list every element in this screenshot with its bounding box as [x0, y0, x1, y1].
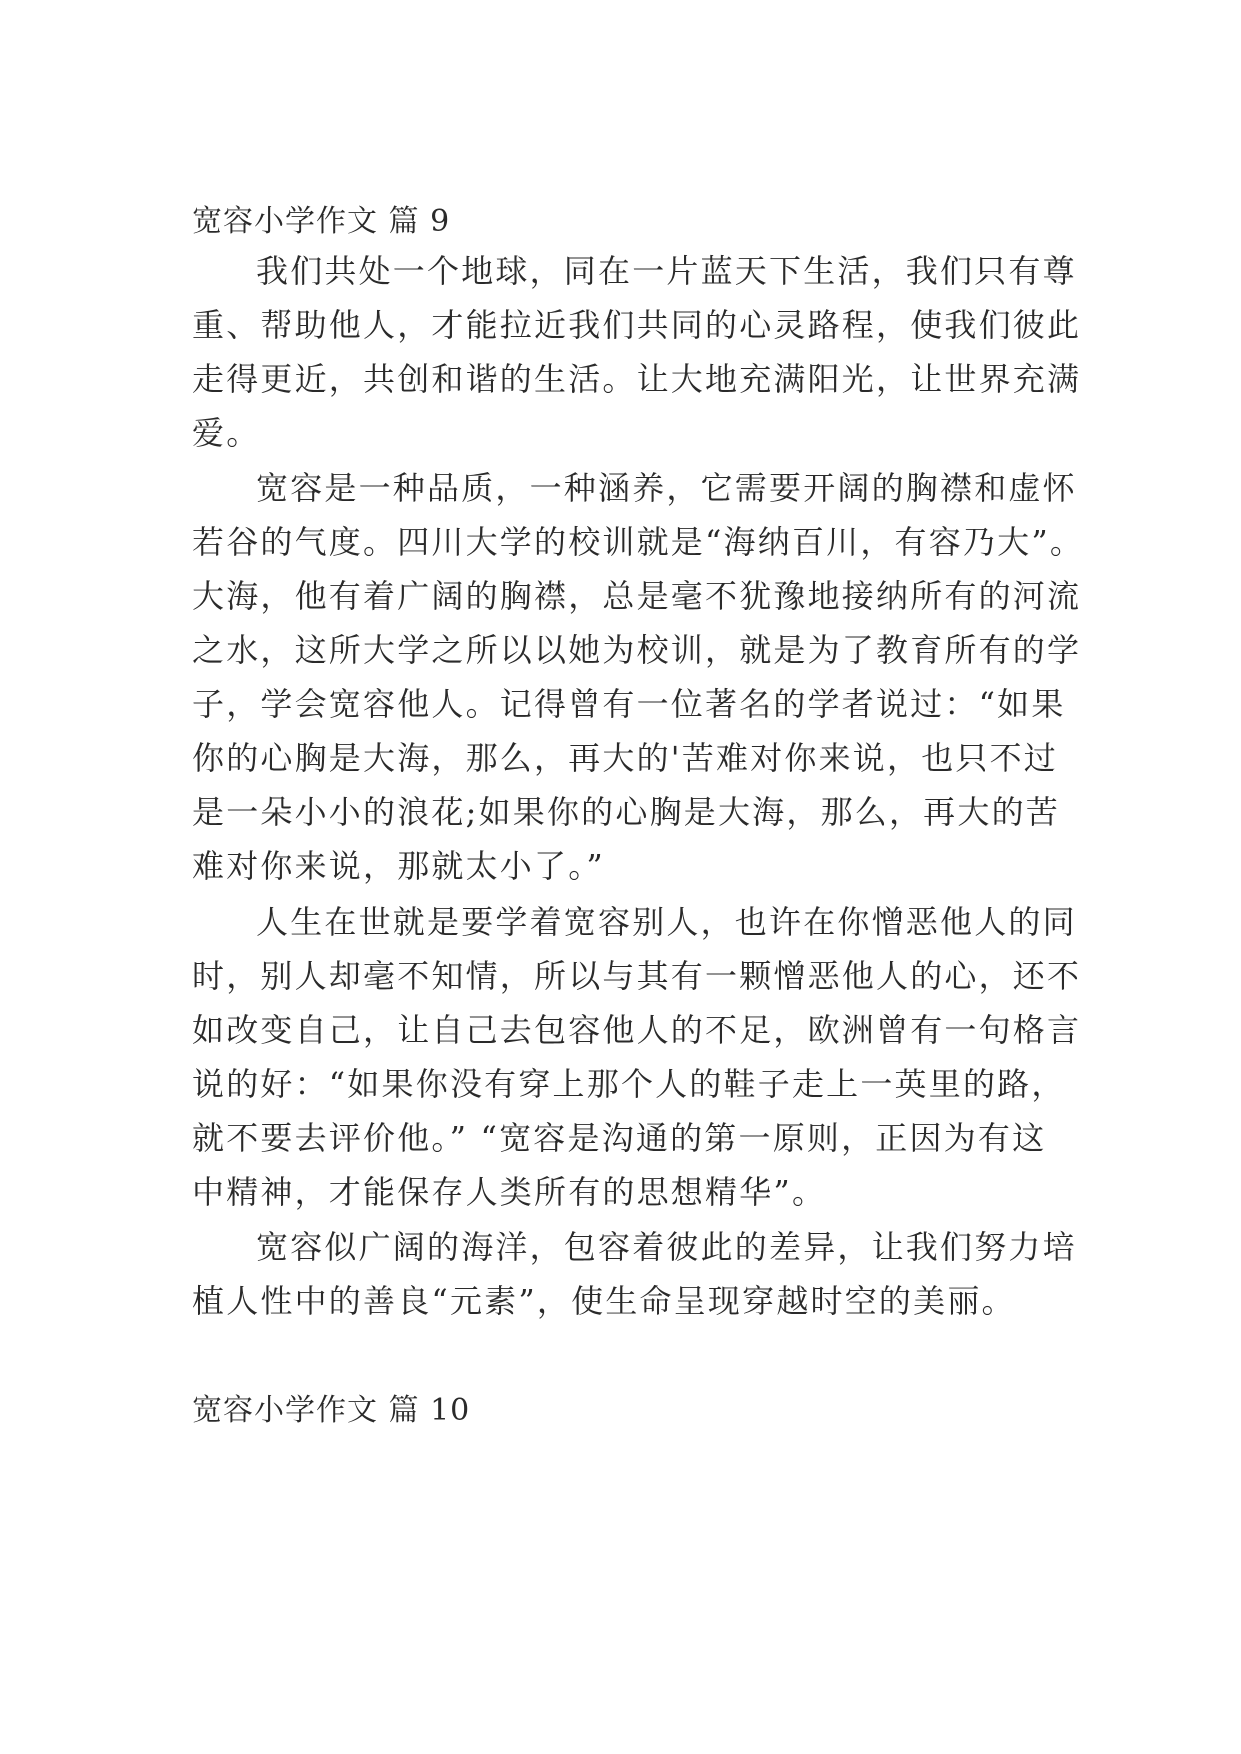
section-heading-10: 宽容小学作文 篇 10	[192, 1393, 471, 1428]
paragraph-1-line-4: 爱。	[192, 414, 261, 452]
paragraph-3-line-4: 说的好：“如果你没有穿上那个人的鞋子走上一英里的路，	[192, 1065, 1066, 1103]
paragraph-2-line-8: 难对你来说，那就太小了。”	[192, 847, 605, 885]
paragraph-2-line-6: 你的心胸是大海，那么，再大的'苦难对你来说，也只不过	[192, 739, 1058, 777]
paragraph-4-line-1: 宽容似广阔的海洋，包容着彼此的差异，让我们努力培	[256, 1228, 1077, 1266]
paragraph-2-line-4: 之水，这所大学之所以以她为校训，就是为了教育所有的学	[192, 631, 1082, 669]
paragraph-3-line-6: 中精神，才能保存人类所有的思想精华”。	[192, 1173, 827, 1211]
section-heading-9: 宽容小学作文 篇 9	[192, 204, 451, 239]
paragraph-3-line-1: 人生在世就是要学着宽容别人，也许在你憎恶他人的同	[256, 903, 1077, 941]
paragraph-2-line-5: 子，学会宽容他人。记得曾有一位著名的学者说过：“如果	[192, 685, 1066, 723]
paragraph-2-line-2: 若谷的气度。四川大学的校训就是“海纳百川，有容乃大”。	[192, 523, 1085, 561]
paragraph-4-line-2: 植人性中的善良“元素”，使生命呈现穿越时空的美丽。	[192, 1282, 1016, 1320]
paragraph-3-line-5: 就不要去评价他。” “宽容是沟通的第一原则，正因为有这	[192, 1119, 1047, 1157]
paragraph-1-line-3: 走得更近，共创和谐的生活。让大地充满阳光，让世界充满	[192, 360, 1082, 398]
paragraph-3-line-2: 时，别人却毫不知情，所以与其有一颗憎恶他人的心，还不	[192, 957, 1082, 995]
paragraph-2-line-1: 宽容是一种品质，一种涵养，它需要开阔的胸襟和虚怀	[256, 469, 1077, 507]
paragraph-3-line-3: 如改变自己，让自己去包容他人的不足，欧洲曾有一句格言	[192, 1011, 1082, 1049]
paragraph-1-line-2: 重、帮助他人，才能拉近我们共同的心灵路程，使我们彼此	[192, 306, 1082, 344]
paragraph-1-line-1: 我们共处一个地球，同在一片蓝天下生活，我们只有尊	[256, 252, 1077, 290]
paragraph-2-line-3: 大海，他有着广阔的胸襟，总是毫不犹豫地接纳所有的河流	[192, 577, 1082, 615]
paragraph-2-line-7: 是一朵小小的浪花;如果你的心胸是大海，那么，再大的苦	[192, 793, 1060, 831]
